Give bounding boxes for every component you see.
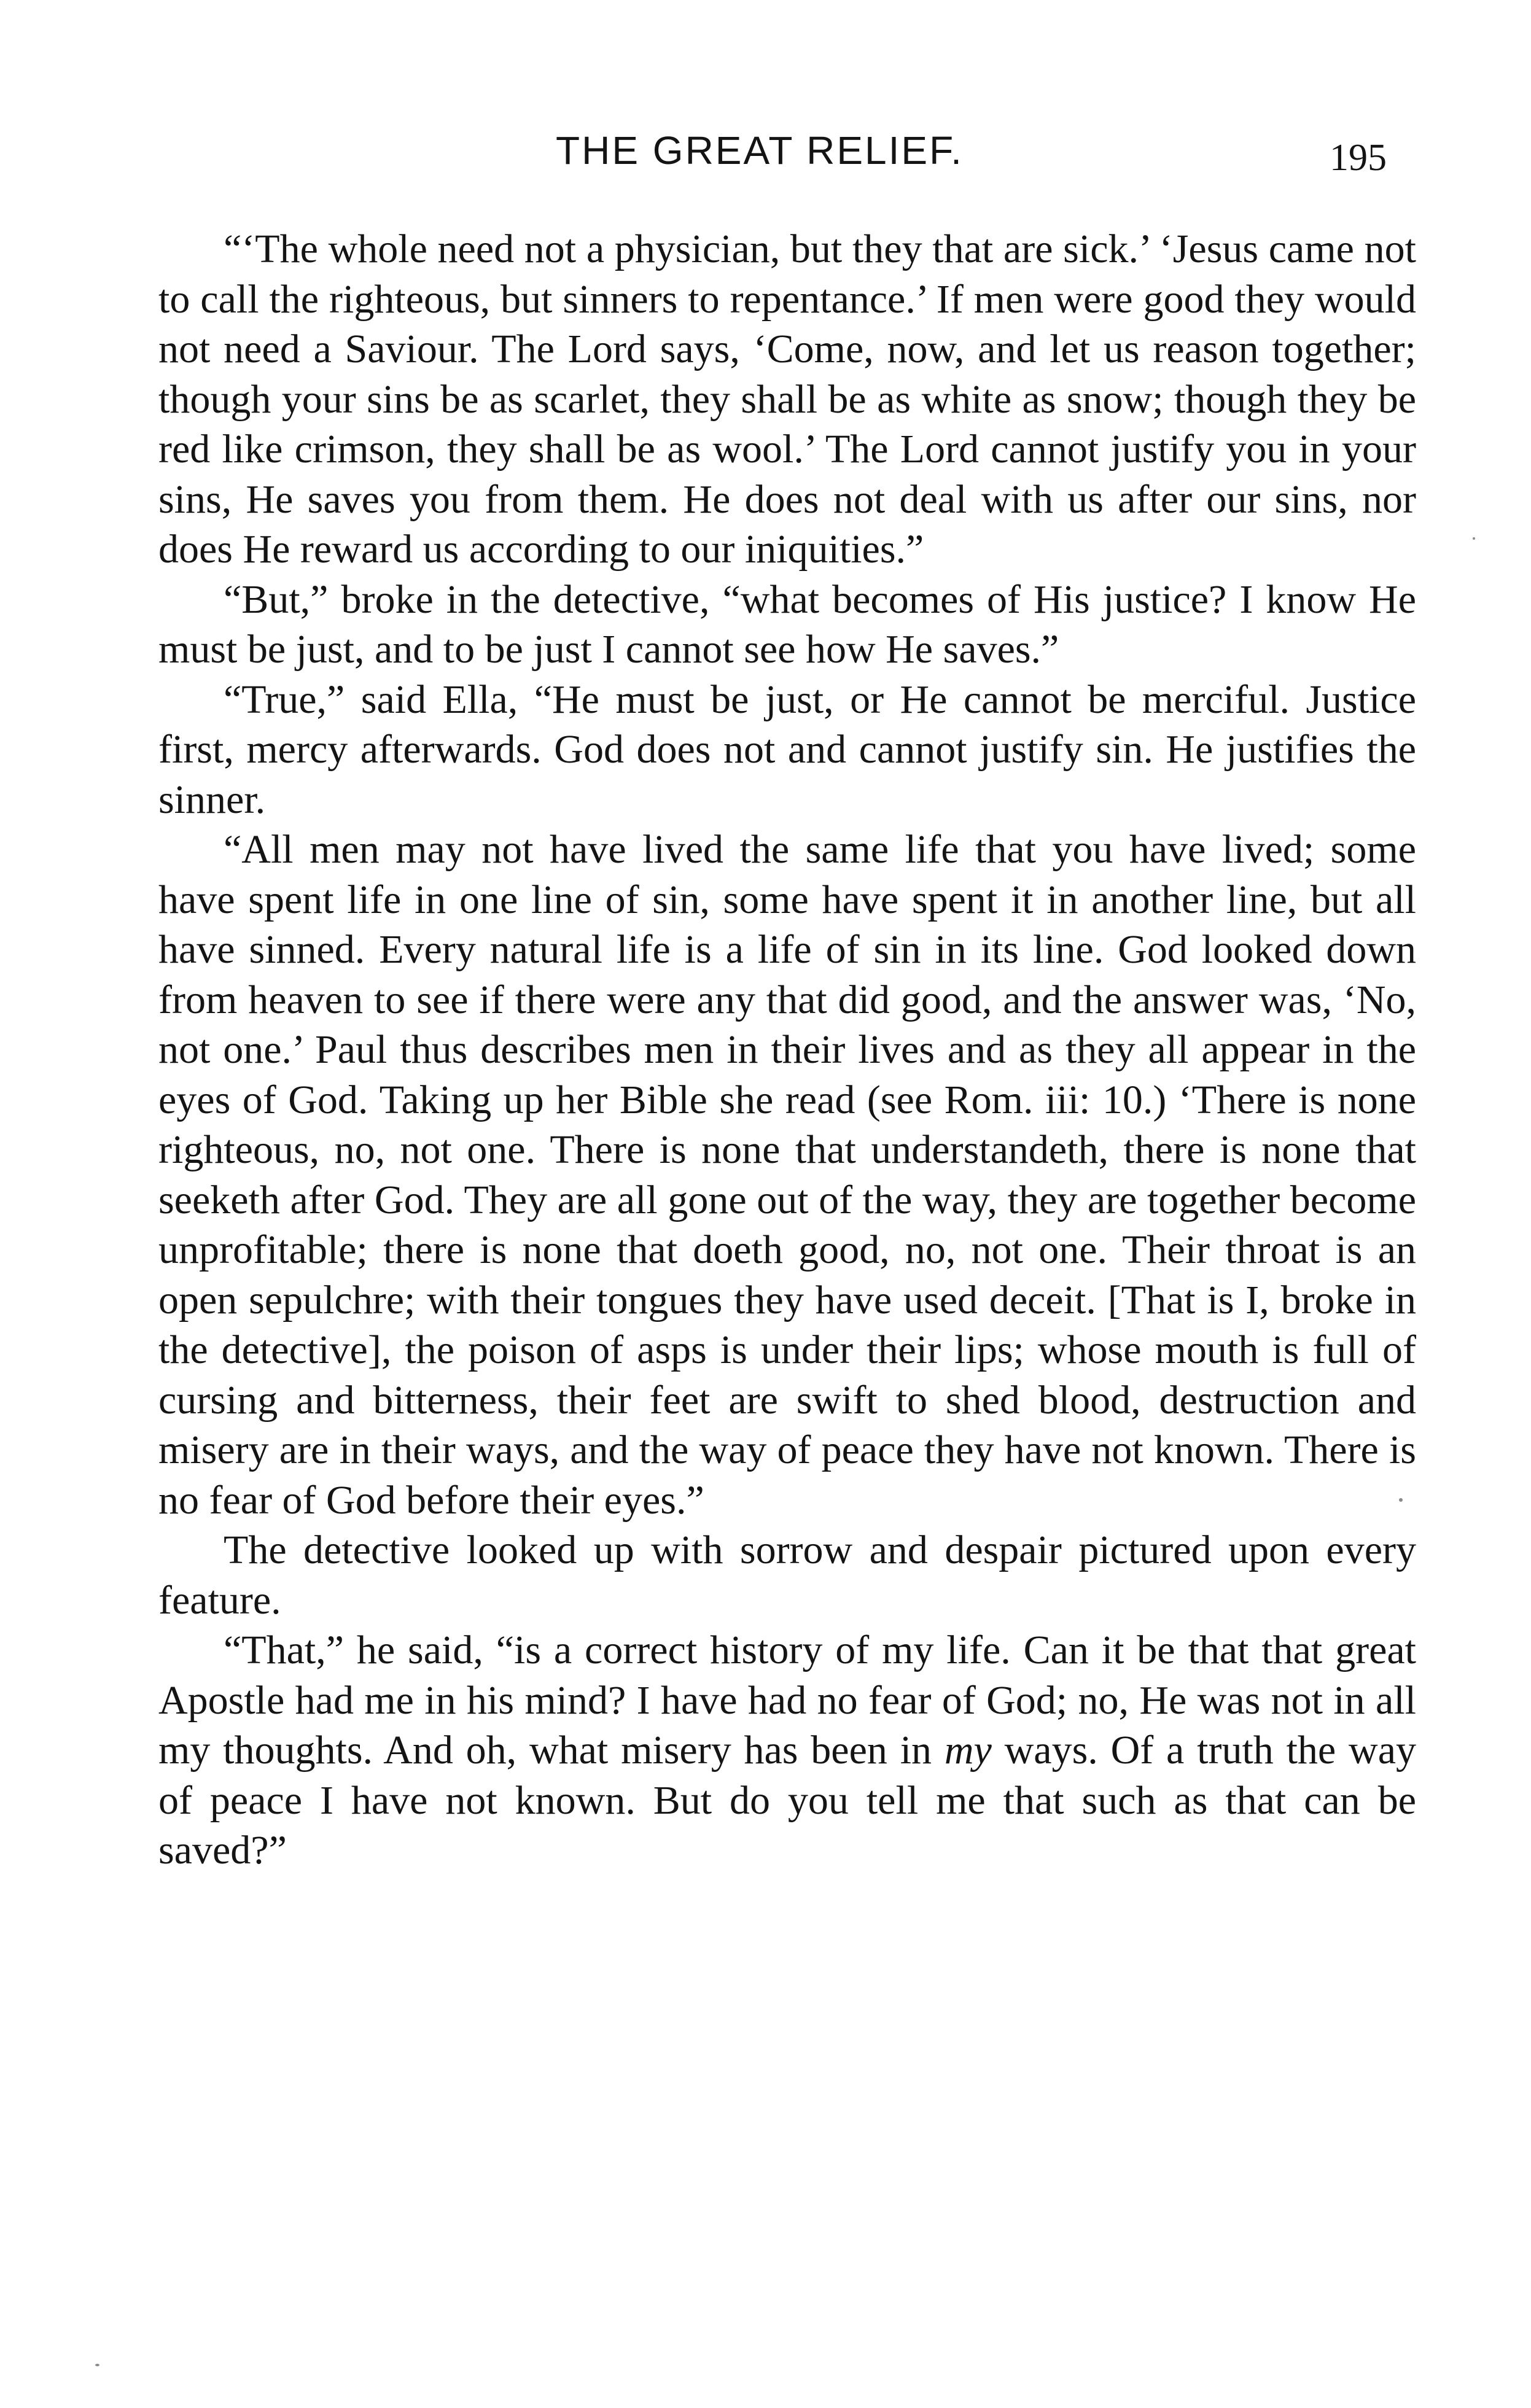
running-head [0, 126, 1531, 181]
paragraph-5: The detective looked up with sorrow and despair pictured upon every feature. [158, 1528, 1416, 1623]
paragraph-1: “‘The whole need not a physician, but they that are sick.’ ‘Jesus came not to call the righteous, but sinners to repentance.’ If men were good they would not need a Saviour. The Lord says, ‘Come, now, and let us reason together; though your sins be as scarlet, they shall be as white as snow; though they be red like crimson, they shall be as wool.’ The Lord cannot justify you in your sins, He saves you from them. He does not deal with us after our sins, nor does He reward us according to our iniquities.” [158, 227, 1416, 572]
paragraph-3: “True,” said Ella, “He must be just, or He cannot be merciful. Justice first, mercy afterwards. God does not and cannot justify sin. He justifies the sinner. [158, 677, 1416, 822]
page-number: 195 [1330, 137, 1387, 179]
paragraph-2: “But,” broke in the detective, “what becomes of His justice? I know He must be just, and to be just I cannot see how He saves.” [158, 577, 1416, 672]
paragraph-6-part-1: “That,” he said, “is a correct history of my life. Can it be that that great Apostle had me in his mind? I have had no fear of God; no, He was not in all my thoughts. And oh, what misery has been in [158, 1628, 1416, 1773]
paper-speck [1399, 1498, 1403, 1502]
running-title: THE GREAT RELIEF. [556, 128, 964, 173]
paragraph-6 [158, 1625, 1416, 1876]
paper-speck [1473, 537, 1475, 540]
paper-speck [95, 2364, 99, 2366]
body-text [158, 224, 1416, 1876]
paragraph-6-part-2: ways. Of a truth the way of peace I have not known. But do you tell me that such as that can be saved?” [158, 1728, 1416, 1873]
paragraph-4: “All men may not have lived the same life that you have lived; some have spent life in one line of sin, some have spent it in another line, but all have sinned. Every natural life is a life of sin in its line. God looked down from heaven to see if there were any that did good, and the answer was, ‘No, not one.’ Paul thus describes men in their lives and as they all appear in the eyes of God. Taking up her Bible she read (see Rom. iii: 10.) ‘There is none righteous, no, not one. There is none that understandeth, there is none that seeketh after God. They are all gone out of the way, they are together become unprofitable; there is none that doeth good, no, not one. Their throat is an open sepulchre; with their tongues they have used deceit. [That is I, broke in the detective], the poison of asps is under their lips; whose mouth is full of cursing and bitterness, their feet are swift to shed blood, destruction and misery are in their ways, and the way of peace they have not known. There is no fear of God before their eyes.” [158, 827, 1416, 1523]
paragraph-6-emphasis: my [944, 1728, 992, 1773]
